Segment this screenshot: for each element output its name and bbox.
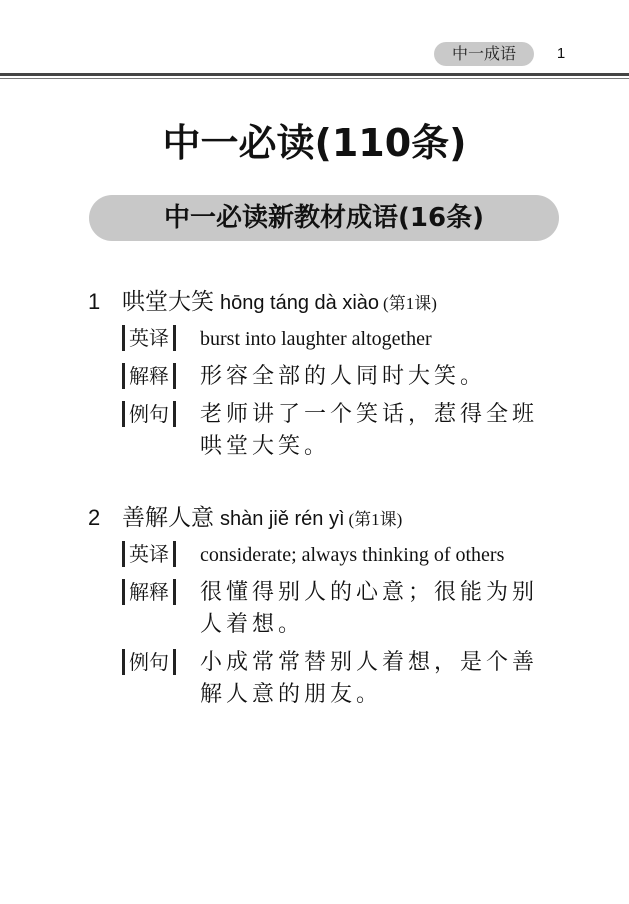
english-label: 英译 [122,541,176,567]
idiom-word: 善解人意 [122,505,214,531]
entry-number: 2 [88,505,101,530]
english-text: considerate; always thinking of others [200,544,505,566]
explanation-text: 很懂得别人的心意；很能为别人着想。 [200,580,539,637]
section-banner: 中一必读新教材成语(16条) [89,195,559,241]
idiom-pinyin: shàn jiě rén yì [220,508,345,530]
idiom-entry [88,287,568,463]
entry-number: 1 [88,289,101,314]
page-number: 1 [556,45,566,62]
idiom-pinyin: hōng táng dà xiào [220,292,380,314]
example-label: 例句 [122,401,176,427]
lesson-ref: (第1课) [383,294,437,313]
entry-heading [88,503,568,533]
example-text: 老师讲了一个笑话，惹得全班哄堂大笑。 [200,402,539,459]
english-field [122,323,568,355]
explanation-text: 形容全部的人同时大笑。 [200,364,487,389]
explanation-field [122,577,568,641]
example-field [122,399,568,463]
example-label: 例句 [122,649,176,675]
explanation-label: 解释 [122,579,176,605]
header-rule-thin [0,78,629,79]
idiom-word: 哄堂大笑 [122,289,214,315]
running-head [434,42,582,68]
english-label: 英译 [122,325,176,351]
explanation-field [122,361,568,393]
idiom-entry [88,503,568,711]
section-tab: 中一成语 [434,42,534,66]
lesson-ref: (第1课) [348,510,403,529]
explanation-label: 解释 [122,363,176,389]
example-field [122,647,568,711]
example-text: 小成常常替别人着想，是个善解人意的朋友。 [200,650,539,707]
header-rule [0,73,629,76]
english-field [122,539,568,571]
english-text: burst into laughter altogether [200,328,432,350]
entry-heading [88,287,568,317]
page-title: 中一必读(110条) [162,121,467,165]
